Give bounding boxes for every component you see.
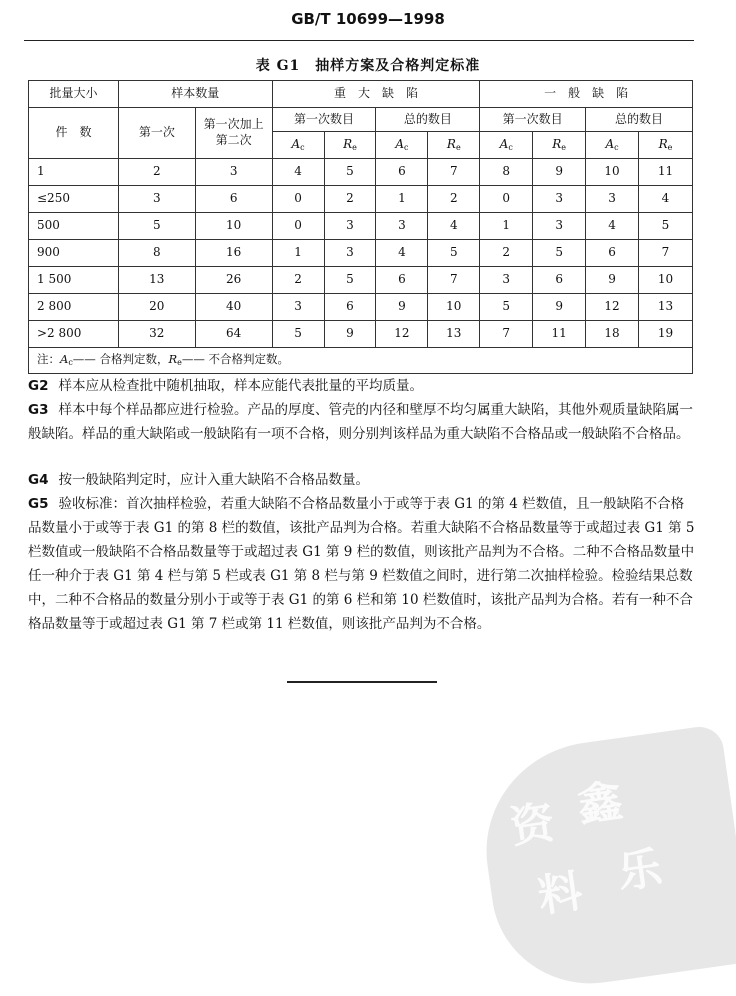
table-cell: 5 — [272, 321, 324, 348]
table-cell: 5 — [324, 159, 376, 186]
batch-size-cell: 1 — [29, 159, 119, 186]
table-cell: 10 — [639, 267, 693, 294]
batch-size-cell: 500 — [29, 213, 119, 240]
table-cell: 10 — [428, 294, 480, 321]
table-cell: 3 — [480, 267, 533, 294]
stamp-char: 乐 — [614, 842, 666, 900]
clause-text: 样本应从检查批中随机抽取，样本应能代表批量的平均质量。 — [58, 378, 423, 394]
table-cell: 5 — [533, 240, 586, 267]
table-cell: 1 — [376, 186, 428, 213]
clause-text: 验收标准：首次抽样检验，若重大缺陷不合格品数量小于或等于表 G1 的第 4 栏数值，且一般缺陷不合格品数量小于或等于表 G1 的第 8 栏的数值，该批产品判为合格。若重大缺陷不合格品数量等于或超过表 G1 第 5 栏数值或一般缺陷不合格品数量等于或超过表 G1 第 9 栏的数值，则该批产品判为不合格。二种不合格品数量中任一种介于表 G1 第 4 栏与第 5 栏或表 G1 第 8 栏与第 9 栏数值之间时，进行第二次抽样检验。检验结果总数中，二种不合格品的数量分别小于或等于表 G1 的第 6 栏和第 10 栏数值时，该批产品判为合格。若有一种不合格品数量等于或超过表 G1 第 7 栏或第 11 栏数值，则该批产品判为不合格。 — [28, 496, 695, 632]
clause-label: G5 — [28, 496, 49, 512]
batch-size-cell: 2 800 — [29, 294, 119, 321]
table-cell: 11 — [533, 321, 586, 348]
clause-g2 — [28, 374, 696, 398]
table-cell: 32 — [118, 321, 195, 348]
clause-g5 — [28, 492, 696, 636]
table-cell: 5 — [118, 213, 195, 240]
table-cell: 8 — [480, 159, 533, 186]
stamp-char: 料 — [534, 865, 586, 923]
header-major-first-count: 第一次数目 — [272, 108, 376, 132]
table-cell: 5 — [639, 213, 693, 240]
table-cell: 3 — [324, 213, 376, 240]
table-cell: 7 — [639, 240, 693, 267]
table-cell: 16 — [195, 240, 272, 267]
table-cell: 10 — [586, 159, 639, 186]
table-row — [29, 186, 693, 213]
table-row — [29, 240, 693, 267]
header-pieces: 件 数 — [29, 108, 119, 159]
table-cell: 7 — [428, 267, 480, 294]
table-cell: 13 — [118, 267, 195, 294]
header-ac: $A_c$ — [480, 132, 533, 159]
stamp-char: 鑫 — [574, 775, 626, 833]
table-cell: 40 — [195, 294, 272, 321]
table-cell: 2 — [272, 267, 324, 294]
table-cell: 19 — [639, 321, 693, 348]
table-row — [29, 321, 693, 348]
header-minor-defect: 一 般 缺 陷 — [480, 81, 693, 108]
table-note: 注：$A_c——$ 合格判定数，$R_e——$ 不合格判定数。 — [29, 348, 693, 374]
table-cell: 2 — [480, 240, 533, 267]
table-cell: 6 — [195, 186, 272, 213]
table-cell: 3 — [586, 186, 639, 213]
header-major-defect: 重 大 缺 陷 — [272, 81, 480, 108]
header-re: $R_e$ — [639, 132, 693, 159]
table-cell: 20 — [118, 294, 195, 321]
table-cell: 6 — [376, 267, 428, 294]
table-cell: 9 — [586, 267, 639, 294]
stamp-char: 资 — [507, 797, 558, 854]
header-re: $R_e$ — [428, 132, 480, 159]
table-cell: 3 — [376, 213, 428, 240]
header-minor-total-count: 总的数目 — [586, 108, 693, 132]
table-row — [29, 213, 693, 240]
table-row — [29, 159, 693, 186]
table-cell: 13 — [639, 294, 693, 321]
header-ac: $A_c$ — [376, 132, 428, 159]
sampling-table — [28, 80, 693, 374]
table-row — [29, 294, 693, 321]
header-ac: $A_c$ — [272, 132, 324, 159]
table-cell: 4 — [639, 186, 693, 213]
clause-label: G2 — [28, 378, 49, 394]
table-cell: 9 — [324, 321, 376, 348]
table-cell: 64 — [195, 321, 272, 348]
table-cell: 4 — [586, 213, 639, 240]
table-cell: 1 — [272, 240, 324, 267]
clause-g4 — [28, 468, 696, 492]
table-cell: 9 — [376, 294, 428, 321]
table-cell: 2 — [324, 186, 376, 213]
table-cell: 5 — [428, 240, 480, 267]
table-cell: 0 — [480, 186, 533, 213]
table-cell: 0 — [272, 213, 324, 240]
clause-g3 — [28, 398, 696, 446]
watermark-stamp — [473, 724, 736, 996]
table-cell: 7 — [480, 321, 533, 348]
table-cell: 3 — [195, 159, 272, 186]
table-cell: 9 — [533, 159, 586, 186]
table-cell: 13 — [428, 321, 480, 348]
table-cell: 3 — [533, 213, 586, 240]
table-cell: 5 — [324, 267, 376, 294]
table-cell: 26 — [195, 267, 272, 294]
table-cell: 3 — [324, 240, 376, 267]
table-row — [29, 267, 693, 294]
batch-size-cell: 1 500 — [29, 267, 119, 294]
table-cell: 2 — [118, 159, 195, 186]
table-cell: 3 — [533, 186, 586, 213]
header-first-plus-second: 第一次加上第二次 — [195, 108, 272, 159]
batch-size-cell: ≤250 — [29, 186, 119, 213]
table-cell: 5 — [480, 294, 533, 321]
header-first-sample: 第一次 — [118, 108, 195, 159]
table-cell: 6 — [324, 294, 376, 321]
header-re: $R_e$ — [324, 132, 376, 159]
table-cell: 0 — [272, 186, 324, 213]
header-ac: $A_c$ — [586, 132, 639, 159]
header-sample-size: 样本数量 — [118, 81, 272, 108]
standard-number: GB/T 10699—1998 — [291, 10, 445, 28]
end-rule — [287, 681, 437, 683]
clause-text: 样本中每个样品都应进行检验。产品的厚度、管壳的内径和壁厚不均匀属重大缺陷，其他外观质量缺陷属一般缺陷。样品的重大缺陷或一般缺陷有一项不合格，则分别判该样品为重大缺陷不合格品或一般缺陷不合格品。 — [28, 402, 693, 442]
table-cell: 7 — [428, 159, 480, 186]
clause-text: 按一般缺陷判定时，应计入重大缺陷不合格品数量。 — [58, 472, 369, 488]
table-cell: 4 — [376, 240, 428, 267]
table-cell: 4 — [272, 159, 324, 186]
table-cell: 2 — [428, 186, 480, 213]
clause-label: G4 — [28, 472, 49, 488]
table-cell: 3 — [272, 294, 324, 321]
table-cell: 10 — [195, 213, 272, 240]
table-cell: 6 — [376, 159, 428, 186]
table-cell: 3 — [118, 186, 195, 213]
table-cell: 8 — [118, 240, 195, 267]
table-cell: 4 — [428, 213, 480, 240]
header-re: $R_e$ — [533, 132, 586, 159]
table-cell: 12 — [586, 294, 639, 321]
header-major-total-count: 总的数目 — [376, 108, 480, 132]
table-cell: 9 — [533, 294, 586, 321]
table-cell: 18 — [586, 321, 639, 348]
table-cell: 6 — [586, 240, 639, 267]
table-cell: 11 — [639, 159, 693, 186]
clause-label: G3 — [28, 402, 49, 418]
header-batch-size: 批量大小 — [29, 81, 119, 108]
table-cell: 6 — [533, 267, 586, 294]
table-title: 表 G1 抽样方案及合格判定标准 — [255, 58, 481, 74]
table-cell: 1 — [480, 213, 533, 240]
header-rule — [24, 40, 694, 41]
table-cell: 12 — [376, 321, 428, 348]
header-minor-first-count: 第一次数目 — [480, 108, 586, 132]
batch-size-cell: >2 800 — [29, 321, 119, 348]
batch-size-cell: 900 — [29, 240, 119, 267]
